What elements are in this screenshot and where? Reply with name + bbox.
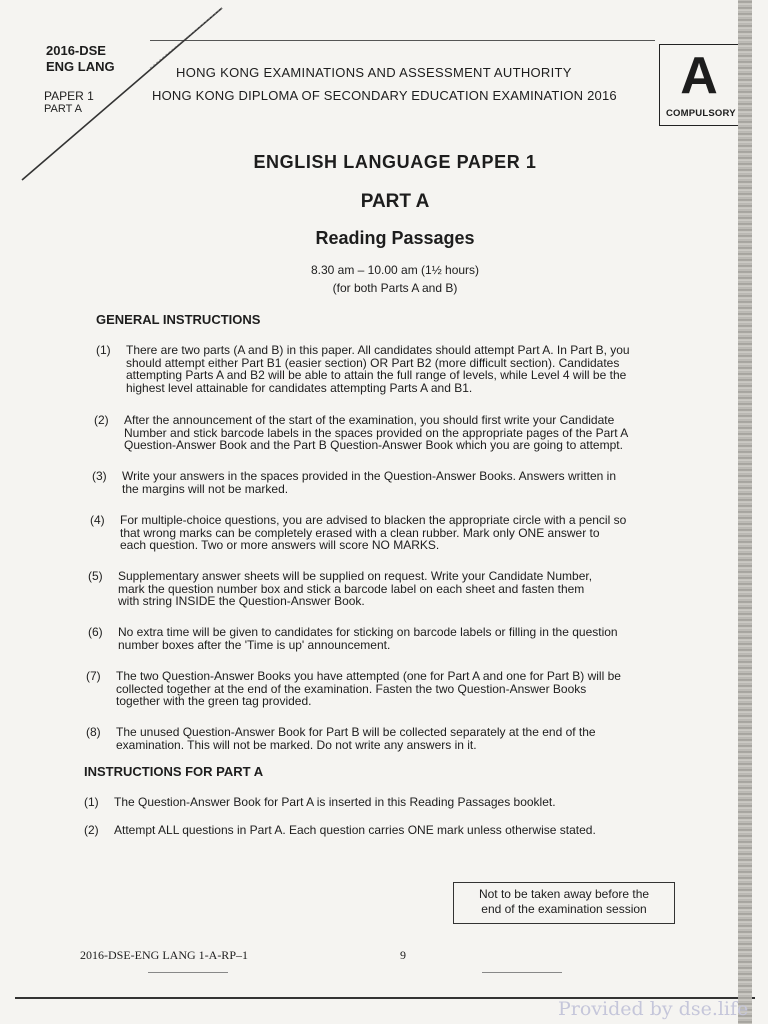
- item-line: that wrong marks can be completely erased with a clean rubber. Mark only ONE answer to: [120, 525, 600, 540]
- watermark: Provided by dse.life: [558, 998, 749, 1020]
- exam-code: [46, 43, 115, 75]
- item-number: (1): [96, 343, 111, 357]
- item-line: each question. Two or more answers will score NO MARKS.: [120, 538, 440, 552]
- notice-line: Not to be taken away before the: [478, 887, 650, 901]
- item-line: examination. This will not be marked. Do not write any answers in it.: [116, 737, 477, 752]
- item-line: For multiple-choice questions, you are advised to blacken the appropriate circle with a pencil so: [120, 513, 627, 527]
- footer-rule-left: [148, 972, 228, 973]
- subtitle: Reading Passages: [315, 228, 475, 248]
- notice-line: end of the examination session: [481, 902, 647, 916]
- authority-name: HONG KONG EXAMINATIONS AND ASSESSMENT AUTHORITY: [176, 65, 572, 80]
- item-number: (6): [88, 625, 103, 639]
- item-line: Write your answers in the spaces provided in the Question-Answer Books. Answers written in: [122, 469, 617, 483]
- paper-part: PART A: [44, 103, 82, 115]
- item-line: mark the question number box and stick a barcode label on each sheet and fasten them: [118, 581, 585, 596]
- page-number: 9: [400, 948, 406, 962]
- general-instructions-heading: GENERAL INSTRUCTIONS: [96, 312, 261, 327]
- diploma-name: HONG KONG DIPLOMA OF SECONDARY EDUCATION EXAMINATION 2016: [152, 88, 617, 103]
- item-line: highest level attainable for candidates attempting Parts A and B1.: [126, 380, 473, 395]
- exam-time-note: (for both Parts A and B): [332, 281, 458, 295]
- item-number: (2): [94, 413, 109, 427]
- exam-code-subject: ENG LANG: [46, 59, 115, 74]
- compulsory-badge: [659, 44, 739, 126]
- item-line: with string INSIDE the Question-Answer Book.: [118, 594, 365, 608]
- badge-word: COMPULSORY: [666, 108, 736, 119]
- item-number: (8): [86, 725, 101, 739]
- part-title: PART A: [360, 191, 430, 212]
- footer-code: 2016-DSE-ENG LANG 1-A-RP–1: [80, 948, 248, 962]
- exam-code-year: 2016-DSE: [46, 43, 106, 58]
- exam-time: 8.30 am – 10.00 am (1½ hours): [310, 263, 480, 277]
- badge-letter: A: [680, 47, 718, 105]
- item-line: Attempt ALL questions in Part A. Each question carries ONE mark unless otherwise stated.: [114, 823, 596, 837]
- item-line: collected together at the end of the examination. Fasten the two Question-Answer Books: [116, 681, 587, 696]
- item-line: After the announcement of the start of the examination, you should first write your Candidate: [124, 413, 615, 427]
- item-number: (1): [84, 795, 99, 809]
- item-line: attempting Parts A and B2 will be able to attain the full range of levels, while Level 4 will be the: [126, 368, 627, 382]
- item-line: The unused Question-Answer Book for Part B will be collected separately at the end of the: [116, 725, 596, 739]
- footer-rule-right: [482, 972, 562, 973]
- item-number: (5): [88, 569, 103, 583]
- item-line: Supplementary answer sheets will be supplied on request. Write your Candidate Number,: [118, 569, 593, 583]
- item-line: The two Question-Answer Books you have attempted (one for Part A and one for Part B) will be: [116, 669, 621, 683]
- scan-edge: [738, 0, 752, 1024]
- item-number: (3): [92, 469, 107, 483]
- item-line: Question-Answer Book and the Part B Question-Answer Book which you are going to attempt.: [124, 438, 623, 452]
- item-number: (4): [90, 513, 105, 527]
- item-line: number boxes after the 'Time is up' announcement.: [118, 637, 391, 652]
- paper-number: PAPER 1: [44, 89, 94, 103]
- item-line: There are two parts (A and B) in this paper. All candidates should attempt Part A. In Part B, you: [126, 343, 630, 357]
- notice-box: [453, 882, 675, 924]
- item-line: together with the green tag provided.: [116, 694, 312, 708]
- item-line: the margins will not be marked.: [122, 481, 289, 496]
- paper-title: ENGLISH LANGUAGE PAPER 1: [253, 152, 537, 172]
- item-line: Number and stick barcode labels in the spaces provided on the appropriate pages of the Part A: [124, 425, 629, 440]
- item-number: (7): [86, 669, 101, 683]
- item-line: should attempt either Part B1 (easier section) OR Part B2 (more difficult section). Candidates: [126, 355, 620, 370]
- item-number: (2): [84, 823, 99, 837]
- item-line: No extra time will be given to candidates for sticking on barcode labels or filling in the question: [118, 625, 618, 639]
- part-a-instructions-heading: INSTRUCTIONS FOR PART A: [84, 764, 264, 779]
- item-line: The Question-Answer Book for Part A is inserted in this Reading Passages booklet.: [114, 795, 556, 809]
- paper-label: [44, 90, 94, 116]
